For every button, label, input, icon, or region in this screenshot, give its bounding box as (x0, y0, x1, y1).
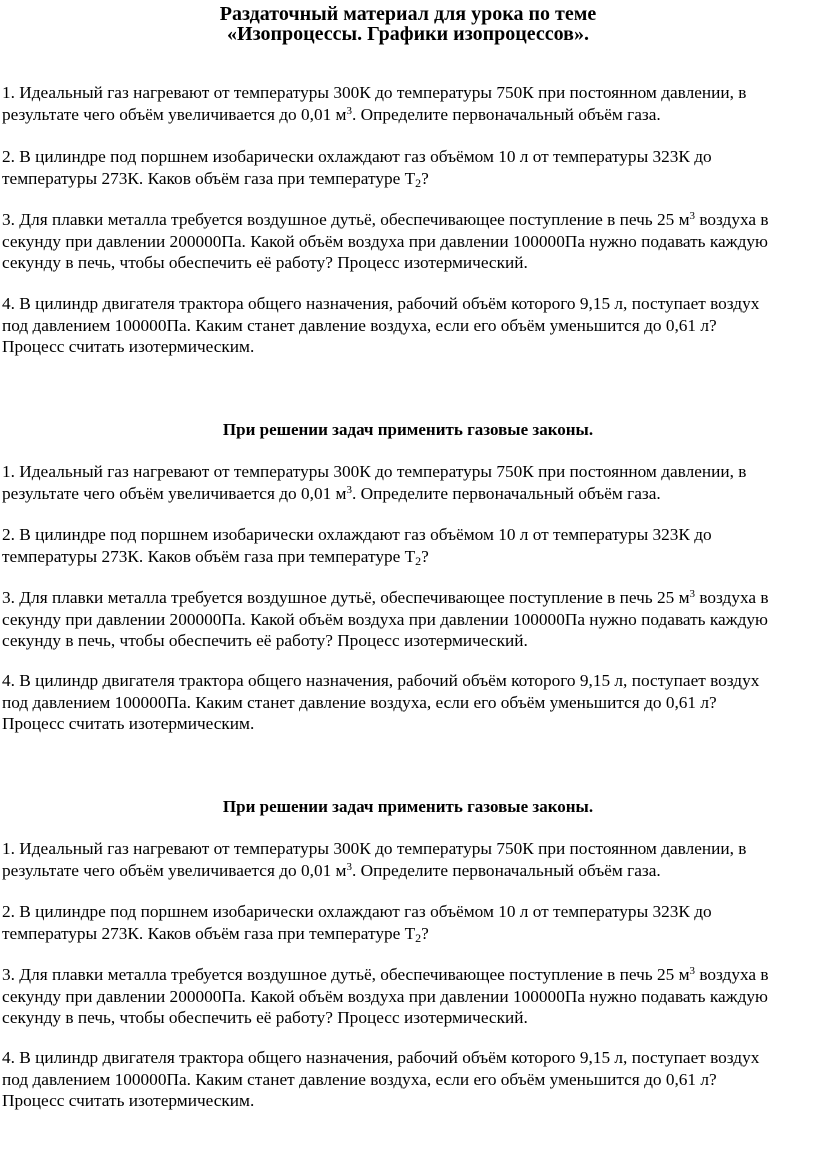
problem-2-line-2: температуры 273К. Каков объём газа при температуре $Т_2$? (2, 923, 429, 945)
document-title-line-1: Раздаточный материал для урока по теме (219, 3, 597, 25)
problem-3-line-1: 3. Для плавки металла требуется воздушное дутьё, обеспечивающее поступление в печь 25 $м^3$ воздуха в (2, 210, 769, 229)
problem-2-line-2: температуры 273К. Каков объём газа при температуре $Т_2$? (2, 168, 429, 190)
problem-1-line-1: 1. Идеальный газ нагревают от температуры 300К до температуры 750К при постоянном давлении, в (2, 839, 747, 858)
problem-3-line-2: секунду при давлении 200000Па. Какой объём воздуха при давлении 100000Па нужно подавать каждую (2, 231, 768, 251)
problem-4-line-3: Процесс считать изотермическим. (2, 337, 255, 356)
problem-4-line-3: Процесс считать изотермическим. (2, 714, 255, 733)
problem-2-line-1: 2. В цилиндре под поршнем изобарически охлаждают газ объёмом 10 л от температуры 323К до (2, 525, 712, 544)
problem-4 (2, 1047, 808, 1112)
problem-2 (2, 524, 808, 567)
instruction-heading-1: При решении задач применить газовые законы. (222, 420, 594, 439)
problem-3-line-3: секунду в печь, чтобы обеспечить её работу? Процесс изотермический. (2, 1008, 528, 1027)
problem-1-line-1: 1. Идеальный газ нагревают от температуры 300К до температуры 750К при постоянном давлении, в (2, 462, 747, 481)
problem-2 (2, 901, 808, 944)
problem-3 (2, 209, 808, 274)
problem-1-line-2: результате чего объём увеличивается до 0,01 $м^3$. Определите первоначальный объём газа. (2, 104, 661, 124)
problem-1-line-2: результате чего объём увеличивается до 0,01 $м^3$. Определите первоначальный объём газа. (2, 860, 661, 880)
problem-3-line-3: секунду в печь, чтобы обеспечить её работу? Процесс изотермический. (2, 631, 528, 650)
problem-3 (2, 587, 808, 652)
problem-1 (2, 461, 808, 504)
problem-3-line-2: секунду при давлении 200000Па. Какой объём воздуха при давлении 100000Па нужно подавать каждую (2, 609, 768, 629)
document-title-line-2: «Изопроцессы. Графики изопроцессов». (227, 23, 589, 45)
problem-4-line-2: под давлением 100000Па. Каким станет давление воздуха, если его объём уменьшится до 0,61 л? (2, 315, 717, 335)
problem-4 (2, 293, 808, 358)
problem-2-line-1: 2. В цилиндре под поршнем изобарически охлаждают газ объёмом 10 л от температуры 323К до (2, 902, 712, 921)
problem-4-line-1: 4. В цилиндр двигателя трактора общего назначения, рабочий объём которого 9,15 л, поступает воздух (2, 294, 760, 313)
problem-2-line-1: 2. В цилиндре под поршнем изобарически охлаждают газ объёмом 10 л от температуры 323К до (2, 147, 712, 166)
problem-2-line-2: температуры 273К. Каков объём газа при температуре $Т_2$? (2, 546, 429, 568)
problem-4-line-1: 4. В цилиндр двигателя трактора общего назначения, рабочий объём которого 9,15 л, поступает воздух (2, 1048, 760, 1067)
problem-4-line-2: под давлением 100000Па. Каким станет давление воздуха, если его объём уменьшится до 0,61 л? (2, 692, 717, 712)
problem-3-line-1: 3. Для плавки металла требуется воздушное дутьё, обеспечивающее поступление в печь 25 $м^3$ воздуха в (2, 965, 769, 984)
problem-4-line-3: Процесс считать изотермическим. (2, 1091, 255, 1110)
problem-3-line-3: секунду в печь, чтобы обеспечить её работу? Процесс изотермический. (2, 253, 528, 272)
problem-1 (2, 838, 808, 881)
problem-3-line-2: секунду при давлении 200000Па. Какой объём воздуха при давлении 100000Па нужно подавать каждую (2, 986, 768, 1006)
problem-4-line-1: 4. В цилиндр двигателя трактора общего назначения, рабочий объём которого 9,15 л, поступает воздух (2, 671, 760, 690)
problem-3 (2, 964, 808, 1029)
instruction-heading-2: При решении задач применить газовые законы. (222, 797, 594, 816)
problem-2 (2, 146, 808, 189)
problem-1-line-2: результате чего объём увеличивается до 0,01 $м^3$. Определите первоначальный объём газа. (2, 483, 661, 503)
problem-4-line-2: под давлением 100000Па. Каким станет давление воздуха, если его объём уменьшится до 0,61 л? (2, 1069, 717, 1089)
problem-4 (2, 670, 808, 735)
problem-3-line-1: 3. Для плавки металла требуется воздушное дутьё, обеспечивающее поступление в печь 25 $м^3$ воздуха в (2, 588, 769, 607)
problem-1-line-1: 1. Идеальный газ нагревают от температуры 300К до температуры 750К при постоянном давлении, в (2, 83, 747, 102)
problem-1 (2, 82, 808, 125)
